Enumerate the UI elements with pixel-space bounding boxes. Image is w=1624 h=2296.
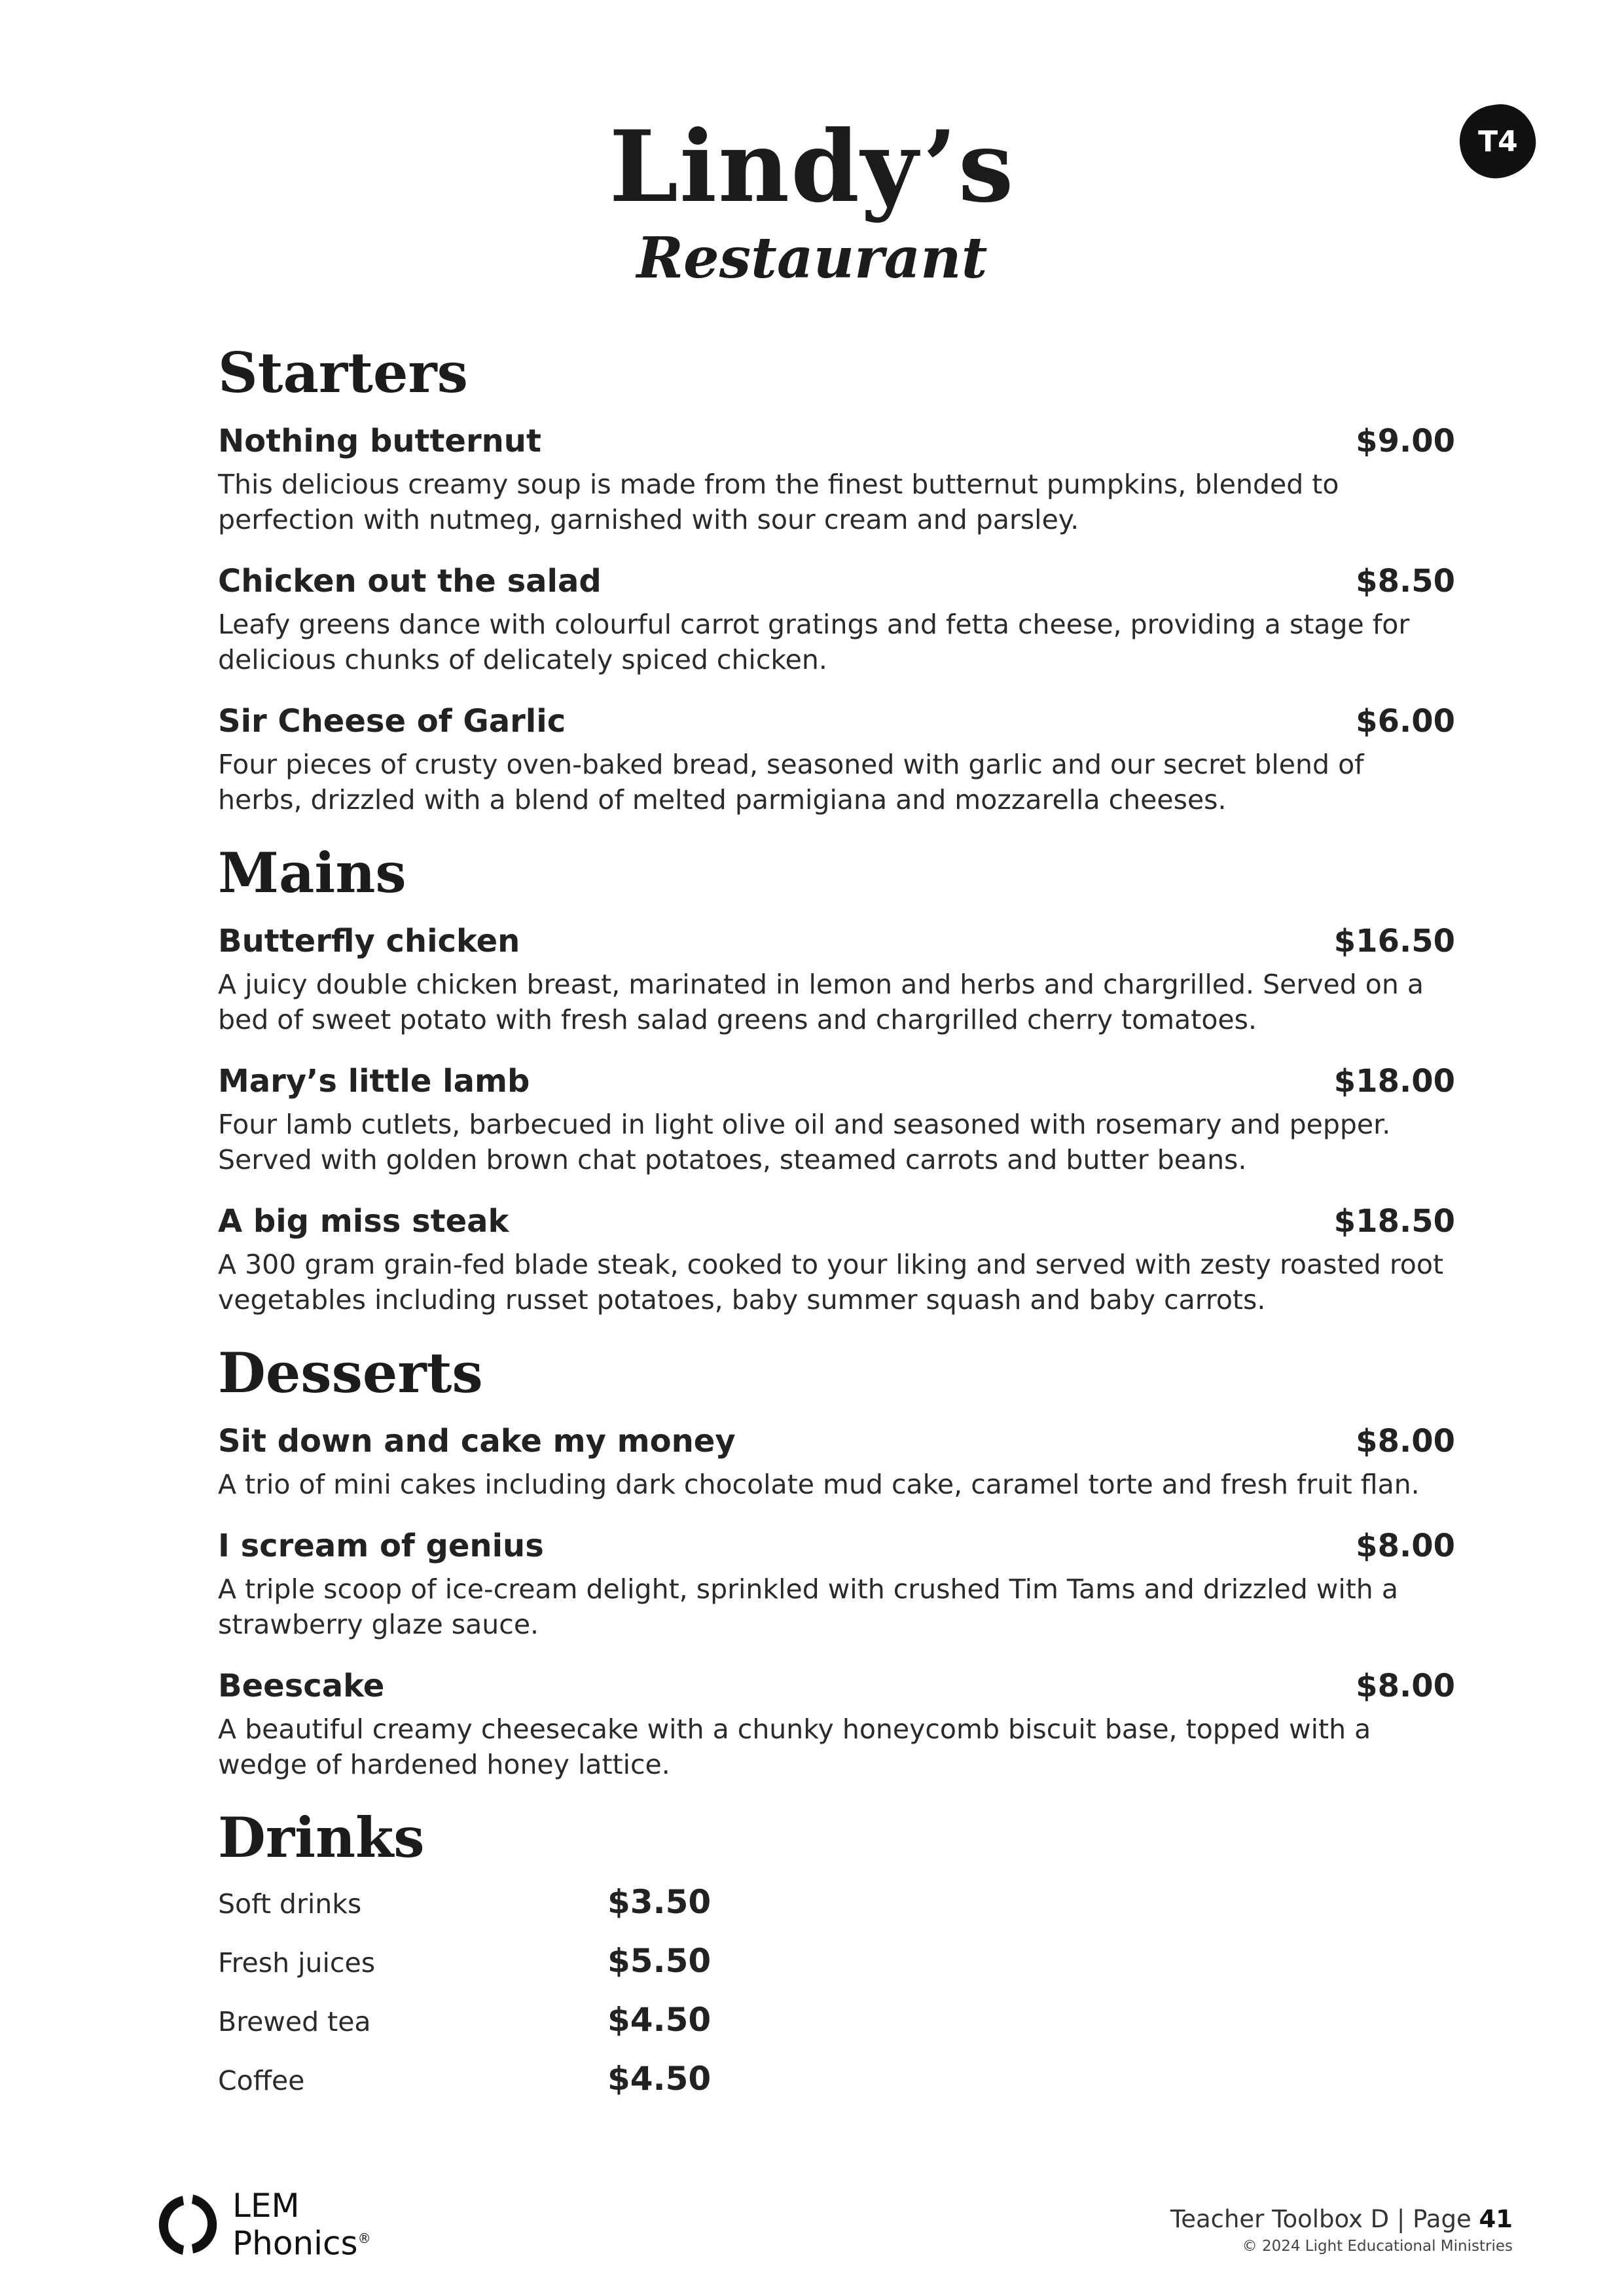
item-name: Nothing butternut (218, 423, 541, 459)
restaurant-title-block (0, 111, 1624, 295)
item-description: A triple scoop of ice-cream delight, sprinkled with crushed Tim Tams and drizzled with a strawberry glaze sauce. (218, 1573, 1398, 1640)
item-price: $18.50 (1333, 1203, 1455, 1240)
lem-logo-icon (154, 2191, 222, 2259)
drink-price: $5.50 (607, 1942, 712, 1980)
menu-item (218, 701, 1455, 817)
item-price: $9.00 (1356, 423, 1455, 459)
drink-price: $4.50 (607, 2060, 712, 2098)
drink-name: Fresh juices (218, 1947, 376, 1979)
item-name: Sit down and cake my money (218, 1423, 736, 1460)
item-price: $6.00 (1356, 703, 1455, 740)
drink-row (218, 1942, 1455, 2001)
item-description: This delicious creamy soup is made from the finest butternut pumpkins, blended to perfection with nutmeg, garnished with sour cream and parsley. (218, 469, 1339, 535)
menu (218, 337, 1455, 2138)
footer-info (1170, 2204, 1513, 2258)
item-description: A 300 gram grain-fed blade steak, cooked to your liking and served with zesty roasted root vegetables including russet potatoes, baby summer squash and baby carrots. (218, 1249, 1444, 1316)
item-name: Butterfly chicken (218, 923, 520, 960)
section-mains (218, 837, 1455, 1318)
section-drinks (218, 1802, 1455, 2119)
item-description: A juicy double chicken breast, marinated in lemon and herbs and chargrilled. Served on a bed of sweet potato with fresh salad greens and chargrilled cherry tomatoes. (218, 969, 1424, 1035)
drink-row (218, 2001, 1455, 2060)
copyright: © 2024 Light Educational Ministries (1242, 2238, 1513, 2255)
menu-item (218, 1061, 1455, 1177)
page-label: Teacher Toolbox D | Page (1170, 2205, 1471, 2233)
item-name: Mary’s little lamb (218, 1063, 530, 1100)
logo-line-phonics (232, 2222, 371, 2263)
drink-name: Coffee (218, 2065, 305, 2096)
section-title: Desserts (218, 1340, 483, 1405)
page-badge-label: T4 (1477, 124, 1518, 158)
restaurant-subtitle: Restaurant (636, 225, 988, 291)
lem-phonics-logo (154, 2187, 371, 2263)
section-desserts (218, 1337, 1455, 1782)
item-name: I scream of genius (218, 1528, 544, 1564)
drink-name: Brewed tea (218, 2006, 371, 2037)
item-name: A big miss steak (218, 1203, 509, 1240)
item-description: A beautiful creamy cheesecake with a chunky honeycomb biscuit base, topped with a wedge of hardened honey lattice. (218, 1713, 1371, 1780)
section-starters (218, 337, 1455, 817)
item-price: $8.00 (1356, 1423, 1455, 1460)
item-description: Four lamb cutlets, barbecued in light olive oil and seasoned with rosemary and pepper. Served with golden brown chat potatoes, steamed carrots and butter beans. (218, 1109, 1391, 1175)
section-title: Starters (218, 340, 468, 405)
item-name: Sir Cheese of Garlic (218, 703, 566, 740)
menu-item (218, 1666, 1455, 1782)
logo-text (232, 2187, 371, 2263)
section-title: Drinks (218, 1805, 425, 1870)
item-price: $8.00 (1356, 1528, 1455, 1564)
restaurant-name: Lindy’s (609, 109, 1015, 224)
page-info (1170, 2204, 1513, 2234)
item-name: Beescake (218, 1668, 385, 1704)
menu-item (218, 1201, 1455, 1318)
item-description: A trio of mini cakes including dark chocolate mud cake, caramel torte and fresh fruit flan. (218, 1469, 1420, 1500)
drink-row (218, 1883, 1455, 1942)
registered-mark: ® (357, 2231, 371, 2246)
logo-phonics-word: Phonics (232, 2224, 358, 2263)
drink-price: $3.50 (607, 1883, 712, 1921)
item-description: Four pieces of crusty oven-baked bread, seasoned with garlic and our secret blend of herbs, drizzled with a blend of melted parmigiana and mozzarella cheeses. (218, 749, 1364, 816)
menu-item (218, 921, 1455, 1037)
drink-price: $4.50 (607, 2001, 712, 2039)
menu-item (218, 1526, 1455, 1642)
item-price: $18.00 (1333, 1063, 1455, 1100)
menu-item (218, 421, 1455, 537)
drink-row (218, 2060, 1455, 2119)
drinks-list (218, 1883, 1455, 2119)
section-title: Mains (218, 840, 406, 905)
logo-line-lem: LEM (232, 2187, 300, 2225)
menu-item (218, 561, 1455, 677)
item-price: $16.50 (1333, 923, 1455, 960)
page-number: 41 (1479, 2205, 1513, 2233)
item-price: $8.50 (1356, 563, 1455, 600)
item-description: Leafy greens dance with colourful carrot gratings and fetta cheese, providing a stage for delicious chunks of delicately spiced chicken. (218, 609, 1410, 675)
item-price: $8.00 (1356, 1668, 1455, 1704)
menu-item (218, 1421, 1455, 1502)
item-name: Chicken out the salad (218, 563, 602, 600)
drink-name: Soft drinks (218, 1888, 362, 1920)
